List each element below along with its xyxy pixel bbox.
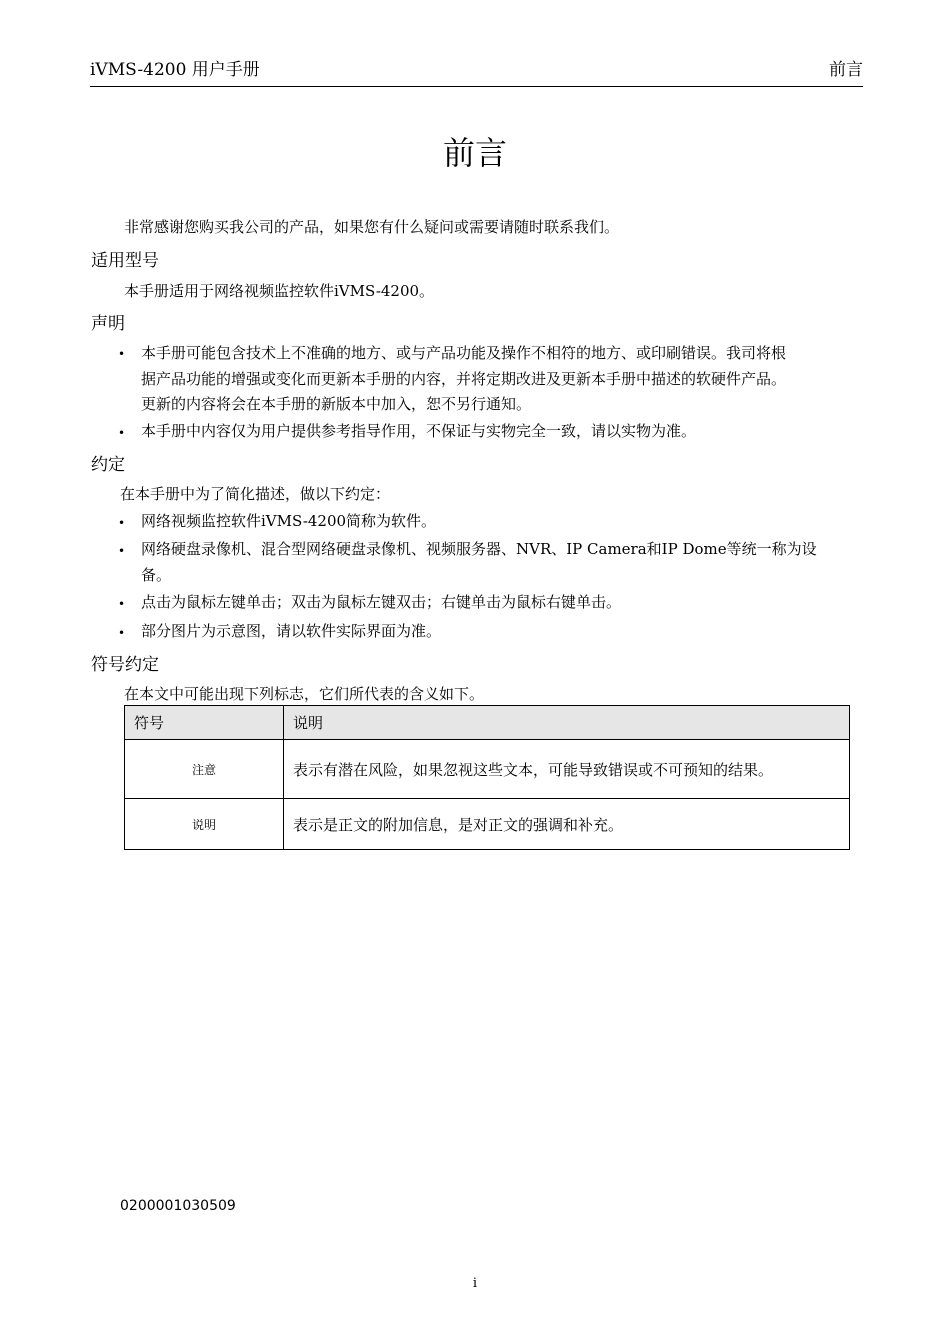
conventions-item-4: 部分图片为示意图，请以软件实际界面为准。 [141, 622, 442, 640]
table-row [125, 799, 850, 850]
statement-item-1-line-1: 本手册可能包含技术上不准确的地方、或与产品功能及操作不相符的地方、或印刷错误。我司将根 [141, 344, 787, 362]
symbol-note-description: 表示是正文的附加信息，是对正文的强调和补充。 [284, 799, 850, 850]
table-row [125, 740, 850, 799]
statement-item-2-line-1: 本手册中内容仅为用户提供参考指导作用，不保证与实物完全一致，请以实物为准。 [141, 422, 697, 440]
column-header-symbol: 符号 [125, 706, 284, 740]
models-heading: 适用型号 [91, 251, 159, 271]
page-number: i [472, 1276, 478, 1291]
models-text: 本手册适用于网络视频监控软件iVMS-4200。 [124, 282, 435, 300]
header-manual-title: iVMS-4200 用户手册 [90, 60, 260, 80]
conventions-heading: 约定 [91, 455, 125, 475]
bullet-icon: • [118, 347, 126, 361]
column-header-description: 说明 [284, 706, 850, 740]
header-section-name: 前言 [829, 60, 863, 80]
page-title: 前言 [442, 134, 507, 172]
symbols-intro: 在本文中可能出现下列标志，它们所代表的含义如下。 [124, 685, 485, 703]
conventions-item-2-line-2: 备。 [141, 566, 172, 584]
conventions-item-1: 网络视频监控软件iVMS-4200简称为软件。 [141, 512, 437, 530]
symbol-caution-description: 表示有潜在风险，如果忽视这些文本，可能导致错误或不可预知的结果。 [284, 740, 850, 799]
symbols-table [124, 705, 850, 850]
page-header [90, 56, 863, 87]
statement-heading: 声明 [91, 314, 125, 334]
bullet-icon: • [118, 626, 126, 640]
conventions-intro: 在本手册中为了简化描述，做以下约定： [120, 485, 391, 503]
symbols-heading: 符号约定 [91, 655, 159, 675]
document-code: 0200001030509 [120, 1198, 236, 1214]
symbol-note: 说明 [125, 799, 284, 850]
statement-item-1-line-3: 更新的内容将会在本手册的新版本中加入，恕不另行通知。 [141, 395, 532, 413]
conventions-item-3: 点击为鼠标左键单击；双击为鼠标左键双击；右键单击为鼠标右键单击。 [141, 593, 622, 611]
bullet-icon: • [118, 597, 126, 611]
bullet-icon: • [118, 544, 126, 558]
bullet-icon: • [118, 516, 126, 530]
conventions-item-2-line-1: 网络硬盘录像机、混合型网络硬盘录像机、视频服务器、NVR、IP Camera和IP Dome等统一称为设 [141, 540, 817, 558]
intro-paragraph: 非常感谢您购买我公司的产品，如果您有什么疑问或需要请随时联系我们。 [124, 218, 620, 236]
statement-item-1-line-2: 据产品功能的增强或变化而更新本手册的内容，并将定期改进及更新本手册中描述的软硬件产品。 [141, 370, 787, 388]
symbol-caution: 注意 [125, 740, 284, 799]
table-header-row [125, 706, 850, 740]
bullet-icon: • [118, 426, 126, 440]
